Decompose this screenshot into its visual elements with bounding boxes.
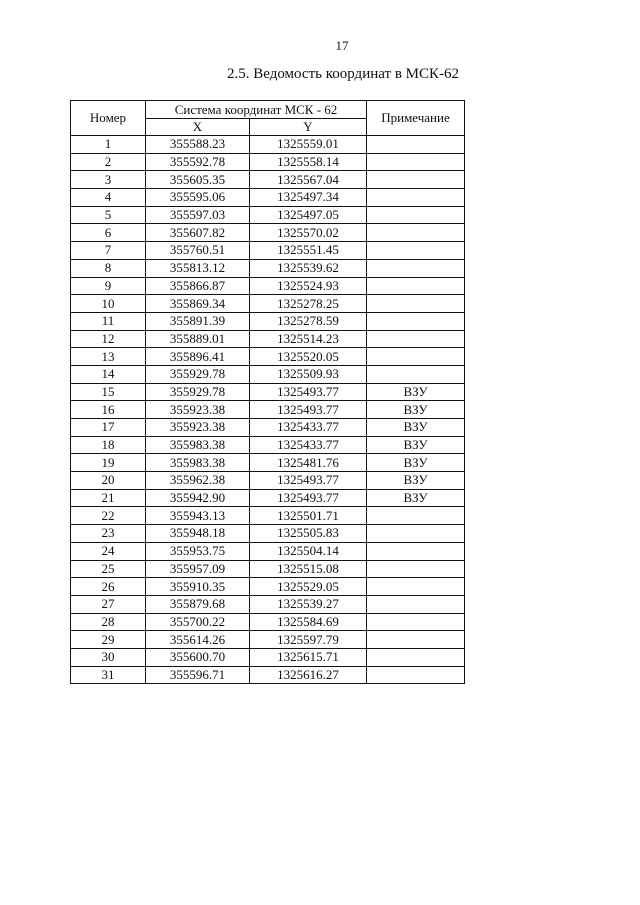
cell-x: 355600.70 <box>146 648 250 666</box>
cell-number: 7 <box>71 242 146 260</box>
header-y: Y <box>250 119 367 136</box>
cell-y: 1325278.25 <box>250 295 367 313</box>
table-row <box>71 153 465 171</box>
table-row <box>71 295 465 313</box>
cell-y: 1325524.93 <box>250 277 367 295</box>
cell-y: 1325567.04 <box>250 171 367 189</box>
table-row <box>71 507 465 525</box>
cell-x: 355866.87 <box>146 277 250 295</box>
cell-note: ВЗУ <box>367 472 465 490</box>
table-row <box>71 648 465 666</box>
cell-number: 29 <box>71 631 146 649</box>
table-body <box>71 136 465 684</box>
cell-note <box>367 277 465 295</box>
cell-note: ВЗУ <box>367 489 465 507</box>
cell-number: 11 <box>71 312 146 330</box>
cell-x: 355983.38 <box>146 454 250 472</box>
table-row <box>71 489 465 507</box>
cell-note <box>367 136 465 154</box>
header-x: X <box>146 119 250 136</box>
cell-number: 31 <box>71 666 146 684</box>
cell-x: 355614.26 <box>146 631 250 649</box>
cell-note: ВЗУ <box>367 419 465 437</box>
cell-x: 355760.51 <box>146 242 250 260</box>
cell-y: 1325505.83 <box>250 525 367 543</box>
cell-x: 355596.71 <box>146 666 250 684</box>
cell-note <box>367 648 465 666</box>
cell-x: 355983.38 <box>146 436 250 454</box>
cell-x: 355869.34 <box>146 295 250 313</box>
cell-x: 355588.23 <box>146 136 250 154</box>
table-row <box>71 666 465 684</box>
cell-note <box>367 525 465 543</box>
cell-y: 1325493.77 <box>250 472 367 490</box>
cell-number: 25 <box>71 560 146 578</box>
table-row <box>71 401 465 419</box>
cell-x: 355597.03 <box>146 206 250 224</box>
cell-number: 14 <box>71 365 146 383</box>
cell-y: 1325509.93 <box>250 365 367 383</box>
cell-x: 355879.68 <box>146 595 250 613</box>
cell-number: 6 <box>71 224 146 242</box>
table-row <box>71 277 465 295</box>
cell-x: 355943.13 <box>146 507 250 525</box>
cell-x: 355948.18 <box>146 525 250 543</box>
cell-y: 1325616.27 <box>250 666 367 684</box>
cell-x: 355957.09 <box>146 560 250 578</box>
cell-y: 1325278.59 <box>250 312 367 330</box>
cell-number: 18 <box>71 436 146 454</box>
cell-number: 5 <box>71 206 146 224</box>
header-number: Номер <box>71 101 146 136</box>
cell-number: 21 <box>71 489 146 507</box>
cell-y: 1325539.27 <box>250 595 367 613</box>
cell-x: 355595.06 <box>146 189 250 207</box>
cell-note <box>367 348 465 366</box>
cell-note: ВЗУ <box>367 436 465 454</box>
table-row <box>71 224 465 242</box>
coordinates-table <box>70 100 465 684</box>
section-title: 2.5. Ведомость координат в МСК-62 <box>227 66 459 82</box>
table-row <box>71 419 465 437</box>
cell-x: 355910.35 <box>146 578 250 596</box>
cell-x: 355813.12 <box>146 259 250 277</box>
table-row <box>71 259 465 277</box>
table-row <box>71 613 465 631</box>
cell-note <box>367 259 465 277</box>
page-number: 17 <box>335 38 349 53</box>
cell-x: 355896.41 <box>146 348 250 366</box>
cell-x: 355929.78 <box>146 365 250 383</box>
cell-note: ВЗУ <box>367 401 465 419</box>
cell-number: 16 <box>71 401 146 419</box>
table-row <box>71 383 465 401</box>
cell-number: 1 <box>71 136 146 154</box>
cell-number: 22 <box>71 507 146 525</box>
cell-note <box>367 507 465 525</box>
cell-y: 1325497.05 <box>250 206 367 224</box>
cell-note <box>367 542 465 560</box>
cell-x: 355889.01 <box>146 330 250 348</box>
cell-y: 1325493.77 <box>250 489 367 507</box>
cell-x: 355923.38 <box>146 419 250 437</box>
cell-note: ВЗУ <box>367 454 465 472</box>
cell-x: 355592.78 <box>146 153 250 171</box>
cell-number: 12 <box>71 330 146 348</box>
cell-number: 27 <box>71 595 146 613</box>
table-row <box>71 348 465 366</box>
cell-number: 10 <box>71 295 146 313</box>
table-row <box>71 525 465 543</box>
header-note: Примечание <box>367 101 465 136</box>
cell-number: 4 <box>71 189 146 207</box>
table-row <box>71 631 465 649</box>
cell-number: 28 <box>71 613 146 631</box>
table-row <box>71 365 465 383</box>
cell-y: 1325497.34 <box>250 189 367 207</box>
cell-note <box>367 330 465 348</box>
cell-note <box>367 613 465 631</box>
cell-number: 26 <box>71 578 146 596</box>
cell-note <box>367 595 465 613</box>
cell-note <box>367 578 465 596</box>
cell-note <box>367 560 465 578</box>
cell-note <box>367 631 465 649</box>
cell-y: 1325493.77 <box>250 383 367 401</box>
cell-x: 355962.38 <box>146 472 250 490</box>
table-row <box>71 595 465 613</box>
cell-number: 30 <box>71 648 146 666</box>
header-coordinate-system: Система координат МСК - 62 <box>146 101 367 119</box>
cell-number: 15 <box>71 383 146 401</box>
cell-y: 1325584.69 <box>250 613 367 631</box>
cell-note <box>367 242 465 260</box>
cell-y: 1325615.71 <box>250 648 367 666</box>
table-row <box>71 136 465 154</box>
cell-y: 1325570.02 <box>250 224 367 242</box>
cell-y: 1325529.05 <box>250 578 367 596</box>
cell-number: 3 <box>71 171 146 189</box>
cell-y: 1325433.77 <box>250 436 367 454</box>
cell-y: 1325481.76 <box>250 454 367 472</box>
cell-note <box>367 224 465 242</box>
cell-note <box>367 312 465 330</box>
cell-number: 19 <box>71 454 146 472</box>
cell-y: 1325539.62 <box>250 259 367 277</box>
cell-note <box>367 171 465 189</box>
cell-x: 355923.38 <box>146 401 250 419</box>
cell-number: 2 <box>71 153 146 171</box>
cell-note <box>367 189 465 207</box>
table-row <box>71 578 465 596</box>
cell-number: 24 <box>71 542 146 560</box>
table-row <box>71 206 465 224</box>
cell-y: 1325515.08 <box>250 560 367 578</box>
cell-note <box>367 365 465 383</box>
cell-x: 355700.22 <box>146 613 250 631</box>
cell-note <box>367 206 465 224</box>
cell-y: 1325559.01 <box>250 136 367 154</box>
table-row <box>71 171 465 189</box>
cell-x: 355929.78 <box>146 383 250 401</box>
cell-y: 1325493.77 <box>250 401 367 419</box>
cell-y: 1325504.14 <box>250 542 367 560</box>
cell-x: 355605.35 <box>146 171 250 189</box>
cell-note <box>367 295 465 313</box>
cell-x: 355607.82 <box>146 224 250 242</box>
cell-number: 20 <box>71 472 146 490</box>
cell-number: 23 <box>71 525 146 543</box>
table-row <box>71 560 465 578</box>
cell-y: 1325597.79 <box>250 631 367 649</box>
cell-note <box>367 153 465 171</box>
table-row <box>71 542 465 560</box>
table-row <box>71 312 465 330</box>
table-row <box>71 472 465 490</box>
cell-number: 8 <box>71 259 146 277</box>
cell-x: 355953.75 <box>146 542 250 560</box>
table-row <box>71 330 465 348</box>
cell-y: 1325551.45 <box>250 242 367 260</box>
cell-number: 9 <box>71 277 146 295</box>
table-row <box>71 189 465 207</box>
cell-note: ВЗУ <box>367 383 465 401</box>
cell-y: 1325558.14 <box>250 153 367 171</box>
cell-number: 13 <box>71 348 146 366</box>
cell-x: 355942.90 <box>146 489 250 507</box>
cell-y: 1325501.71 <box>250 507 367 525</box>
table-row <box>71 436 465 454</box>
cell-x: 355891.39 <box>146 312 250 330</box>
cell-number: 17 <box>71 419 146 437</box>
cell-note <box>367 666 465 684</box>
table-row <box>71 454 465 472</box>
cell-y: 1325433.77 <box>250 419 367 437</box>
cell-y: 1325514.23 <box>250 330 367 348</box>
cell-y: 1325520.05 <box>250 348 367 366</box>
table-row <box>71 242 465 260</box>
